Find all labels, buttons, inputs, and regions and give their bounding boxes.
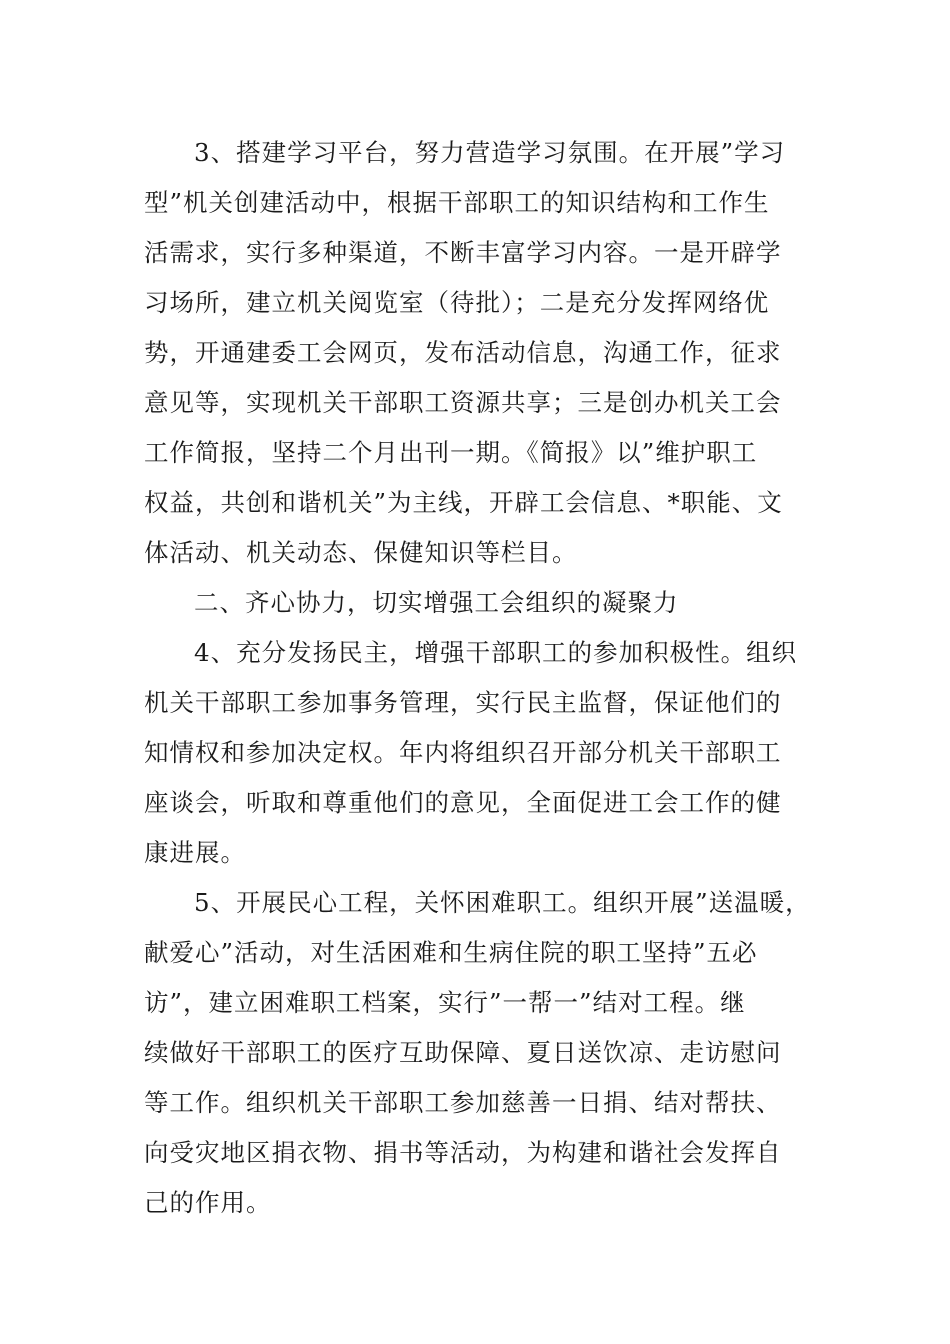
text-line: 型”机关创建活动中，根据干部职工的知识结构和工作生 [144,188,770,217]
text-line: 等工作。组织机关干部职工参加慈善一日捐、结对帮扶、 [144,1088,782,1117]
text-line: 己的作用。 [144,1188,272,1217]
text-line: 献爱心”活动，对生活困难和生病住院的职工坚持”五必 [144,938,758,967]
text-line: 向受灾地区捐衣物、捐书等活动，为构建和谐社会发挥自 [144,1138,782,1167]
text-line: 工作简报，坚持二个月出刊一期。《简报》以”维护职工 [144,438,758,467]
paragraph-3-learning-platform [144,128,806,578]
text-line: 座谈会，听取和尊重他们的意见，全面促进工会工作的健 [144,788,782,817]
section-heading-2 [144,578,806,628]
text-line: 续做好干部职工的医疗互助保障、夏日送饮凉、走访慰问 [144,1038,782,1067]
paragraph-4-democracy [144,628,806,878]
section-heading-text: 二、齐心协力，切实增强工会组织的凝聚力 [194,588,679,617]
text-line: 活需求，实行多种渠道，不断丰富学习内容。一是开辟学 [144,238,782,267]
paragraph-5-care-project [144,878,811,1228]
text-line: 康进展。 [144,838,246,867]
text-line: 5、开展民心工程，关怀困难职工。组织开展”送温暖， [194,888,811,917]
text-line: 4、充分发扬民主，增强干部职工的参加积极性。组织 [194,638,798,667]
text-line: 意见等，实现机关干部职工资源共享；三是创办机关工会 [144,388,782,417]
body-text [144,128,811,1228]
text-line: 知情权和参加决定权。年内将组织召开部分机关干部职工 [144,738,782,767]
text-line: 势，开通建委工会网页，发布活动信息，沟通工作，征求 [144,338,782,367]
text-line: 机关干部职工参加事务管理，实行民主监督，保证他们的 [144,688,782,717]
text-line: 习场所，建立机关阅览室（待批）；二是充分发挥网络优 [144,288,770,317]
text-line: 体活动、机关动态、保健知识等栏目。 [144,538,578,567]
text-line: 3、搭建学习平台，努力营造学习氛围。在开展”学习 [194,138,786,167]
text-line: 访”，建立困难职工档案，实行”一帮一”结对工程。继 [144,988,746,1017]
text-line: 权益，共创和谐机关”为主线，开辟工会信息、*职能、文 [144,488,783,517]
